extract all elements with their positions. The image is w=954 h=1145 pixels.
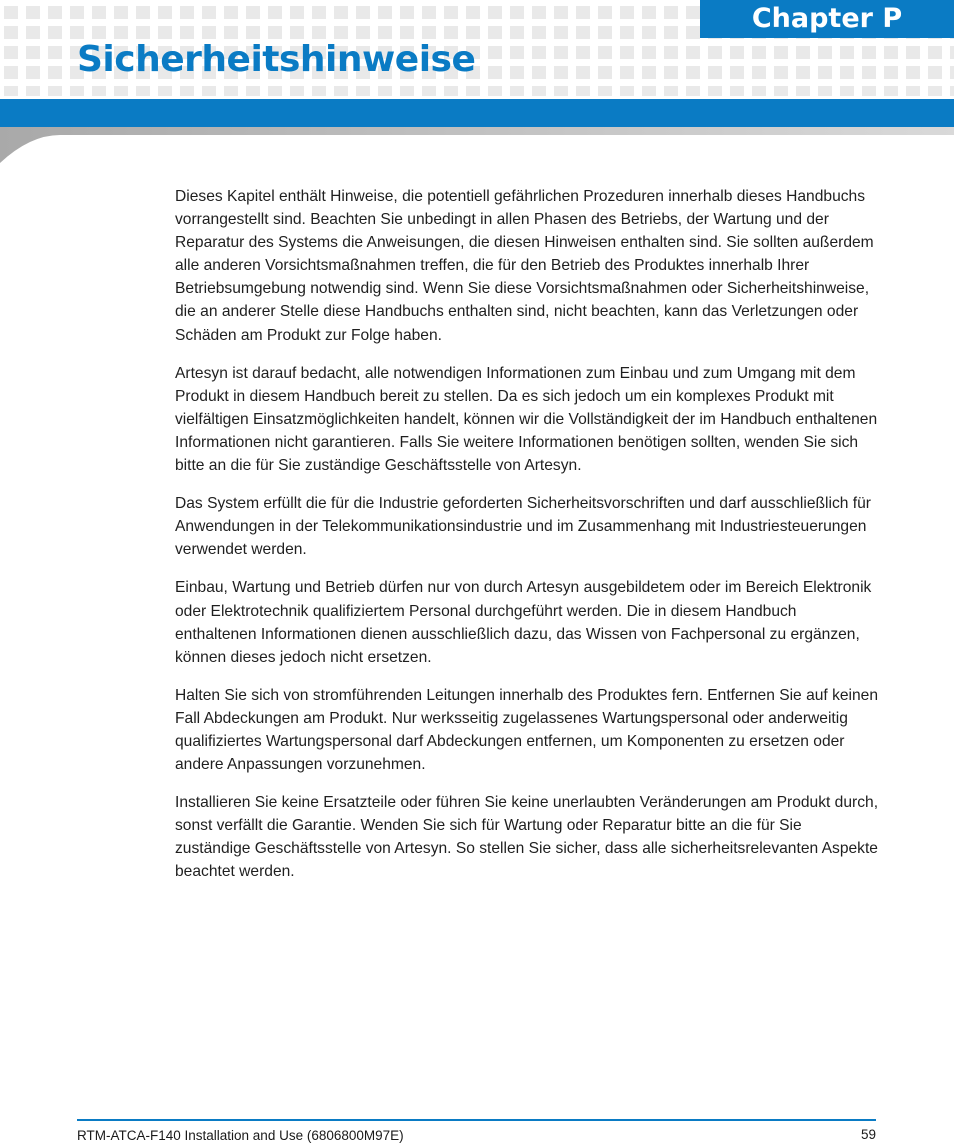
header-blue-band — [0, 99, 954, 127]
paragraph: Einbau, Wartung und Betrieb dürfen nur von durch Artesyn ausgebildetem oder im Bereich Elektronik oder Elektrotechnik qualifiziertem Personal durchgeführt werden. Die in diesem Handbuch enthaltenen Informationen dienen ausschließlich dazu, das Wissen von Fachpersonal zu ergänzen, können dieses jedoch nicht ersetzen. — [175, 579, 872, 666]
header-gray-wedge — [0, 127, 954, 163]
footer-page-number: 59 — [860, 1127, 876, 1142]
paragraph: Halten Sie sich von stromführenden Leitungen innerhalb des Produktes fern. Entfernen Sie auf keinen Fall Abdeckungen am Produkt. Nur werksseitig zugelassenes Wartungspersonal oder anderweitig qualifiziertes Wartungspersonal darf Abdeckungen entfernen, um Komponenten zu ersetzen oder andere Anpassungen vorzunehmen. — [175, 686, 879, 774]
page-title: Sicherheitshinweise — [77, 39, 476, 80]
paragraph: Installieren Sie keine Ersatzteile oder führen Sie keine unerlaubten Veränderungen am Produkt durch, sonst verfällt die Garantie. Wenden Sie sich für Wartung oder Reparatur bitte an die für Sie zuständige Geschäftsstelle von Artesyn. So stellen Sie sicher, dass alle sicherheitsrelevanten Aspekte beachtet werden. — [175, 794, 879, 881]
footer-rule — [77, 1119, 876, 1121]
paragraph: Artesyn ist darauf bedacht, alle notwendigen Informationen zum Einbau und zum Umgang mit dem Produkt in diesem Handbuch bereit zu stellen. Da es sich jedoch um ein komplexes Produkt mit vielfältigen Einsatzmöglichkeiten handelt, können wir die Vollständigkeit der im Handbuch enthaltenen Informationen nicht garantieren. Falls Sie weitere Informationen benötigen sollten, wenden Sie sich bitte an die für Sie zuständige Geschäftsstelle von Artesyn. — [175, 364, 878, 475]
paragraph: Dieses Kapitel enthält Hinweise, die potentiell gefährlichen Prozeduren innerhalb dieses Handbuchs vorrangestellt sind. Beachten Sie unbedingt in allen Phasen des Betriebs, der Wartung und der Reparatur des Systems die Anweisungen, die diesen Hinweisen enthalten sind. Sie sollten außerdem alle anderen Vorsichtsmaßnahmen treffen, die für den Betrieb des Produktes innerhalb Ihrer Betriebsumgebung notwendig sind. Wenn Sie diese Vorsichtsmaßnahmen oder Sicherheitshinweise, die an anderer Stelle diese Handbuchs enthalten sind, nicht beachten, kann das Verletzungen oder Schäden am Produkt zur Folge haben. — [175, 188, 874, 344]
paragraph: Das System erfüllt die für die Industrie geforderten Sicherheitsvorschriften und darf ausschließlich für Anwendungen in der Telekommunikationsindustrie und im Zusammenhang mit Industriesteuerungen verwendet werden. — [175, 495, 871, 559]
chapter-tab: Chapter P — [700, 0, 954, 38]
body-content — [175, 185, 880, 899]
footer-document-title: RTM-ATCA-F140 Installation and Use (6806800M97E) — [77, 1128, 404, 1143]
